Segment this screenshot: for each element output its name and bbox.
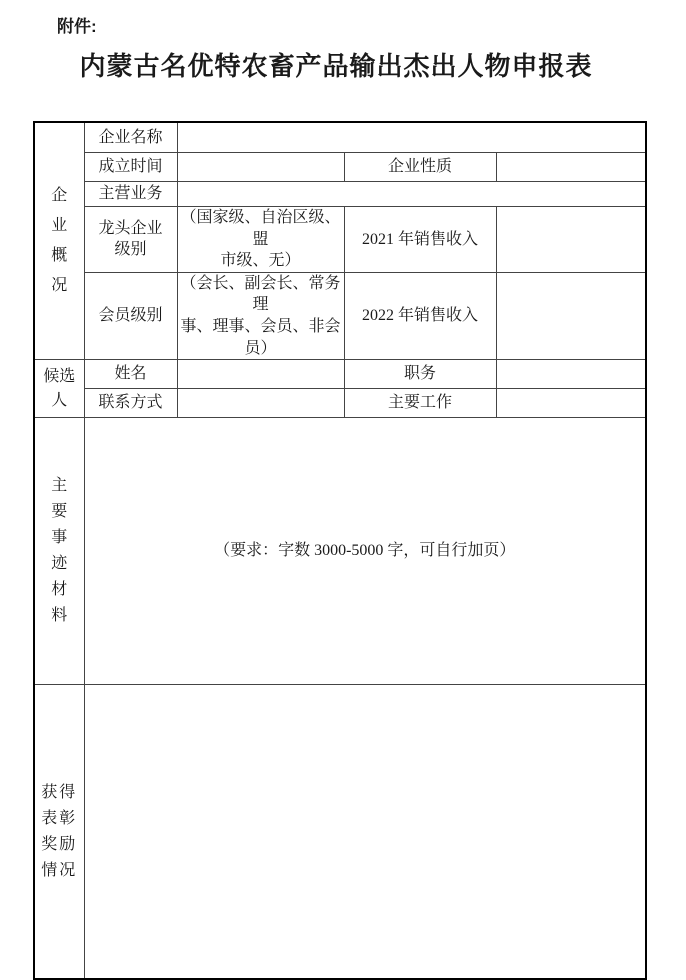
position-label: 职务: [344, 360, 496, 389]
section-label-char: 主: [51, 477, 68, 495]
section-label-char: 业: [51, 217, 68, 235]
row-company-name: [34, 122, 646, 153]
row-founded-nature: [34, 153, 646, 182]
section-label-char: 料: [51, 607, 68, 625]
position-value-cell: [496, 360, 646, 389]
attachment-label: 附件:: [57, 17, 97, 36]
application-form-table: [33, 121, 647, 980]
company-name-value-cell: [177, 122, 646, 153]
row-leading-level: [34, 207, 646, 273]
leading-level-label-line2: 级别: [114, 241, 147, 259]
row-main-business: [34, 182, 646, 207]
main-work-value-cell: [496, 389, 646, 418]
member-level-note-line2: 事、理事、会员、非会员）: [180, 317, 341, 357]
sales-2022-value-cell: [496, 272, 646, 359]
founded-value-cell: [177, 153, 344, 182]
section-label-line: 表彰: [41, 809, 78, 827]
section-label-main-deeds: [34, 418, 84, 685]
contact-value-cell: [177, 389, 344, 418]
section-label-candidate: [34, 360, 84, 418]
section-label-char: 概: [51, 247, 68, 265]
candidate-name-value-cell: [177, 360, 344, 389]
nature-value-cell: [496, 153, 646, 182]
section-label-line: 获得: [41, 783, 78, 801]
leading-level-label-line1: 龙头企业: [98, 219, 163, 237]
sales-2021-label: 2021 年销售收入: [344, 207, 496, 273]
section-label-line: 情况: [41, 861, 78, 879]
main-work-label: 主要工作: [344, 389, 496, 418]
nature-label: 企业性质: [344, 153, 496, 182]
founded-label: 成立时间: [84, 153, 177, 182]
section-label-line: 候选: [43, 367, 76, 385]
row-member-level: [34, 272, 646, 359]
member-level-label: 会员级别: [84, 272, 177, 359]
row-awards: [34, 685, 646, 980]
leading-level-label: [84, 207, 177, 273]
candidate-name-label: 姓名: [84, 360, 177, 389]
row-candidate-name: [34, 360, 646, 389]
section-label-char: 事: [51, 529, 68, 547]
main-business-value-cell: [177, 182, 646, 207]
contact-label: 联系方式: [84, 389, 177, 418]
row-main-deeds: [34, 418, 646, 685]
company-name-label: 企业名称: [84, 122, 177, 153]
leading-level-options-note: [177, 207, 344, 273]
section-label-awards: [34, 685, 84, 980]
sales-2022-label: 2022 年销售收入: [344, 272, 496, 359]
member-level-options-note: [177, 272, 344, 359]
section-label-char: 迹: [51, 555, 68, 573]
section-label-char: 况: [51, 277, 68, 295]
section-label-enterprise-overview: [34, 122, 84, 360]
section-label-line: 奖励: [41, 835, 78, 853]
section-label-char: 要: [51, 503, 68, 521]
main-deeds-content-cell: （要求：字数 3000-5000 字，可自行加页）: [84, 418, 646, 685]
page-title: 内蒙古名优特农畜产品输出杰出人物申报表: [79, 52, 593, 81]
main-business-label: 主营业务: [84, 182, 177, 207]
section-label-char: 材: [51, 581, 68, 599]
section-label-line: 人: [51, 391, 68, 409]
member-level-note-line1: （会长、副会长、常务理: [180, 274, 341, 314]
leading-level-note-line2: 市级、无）: [220, 252, 301, 270]
leading-level-note-line1: （国家级、自治区级、盟: [180, 209, 341, 248]
row-contact-work: [34, 389, 646, 418]
awards-content-cell: [84, 685, 646, 980]
section-label-char: 企: [51, 187, 68, 205]
sales-2021-value-cell: [496, 207, 646, 273]
